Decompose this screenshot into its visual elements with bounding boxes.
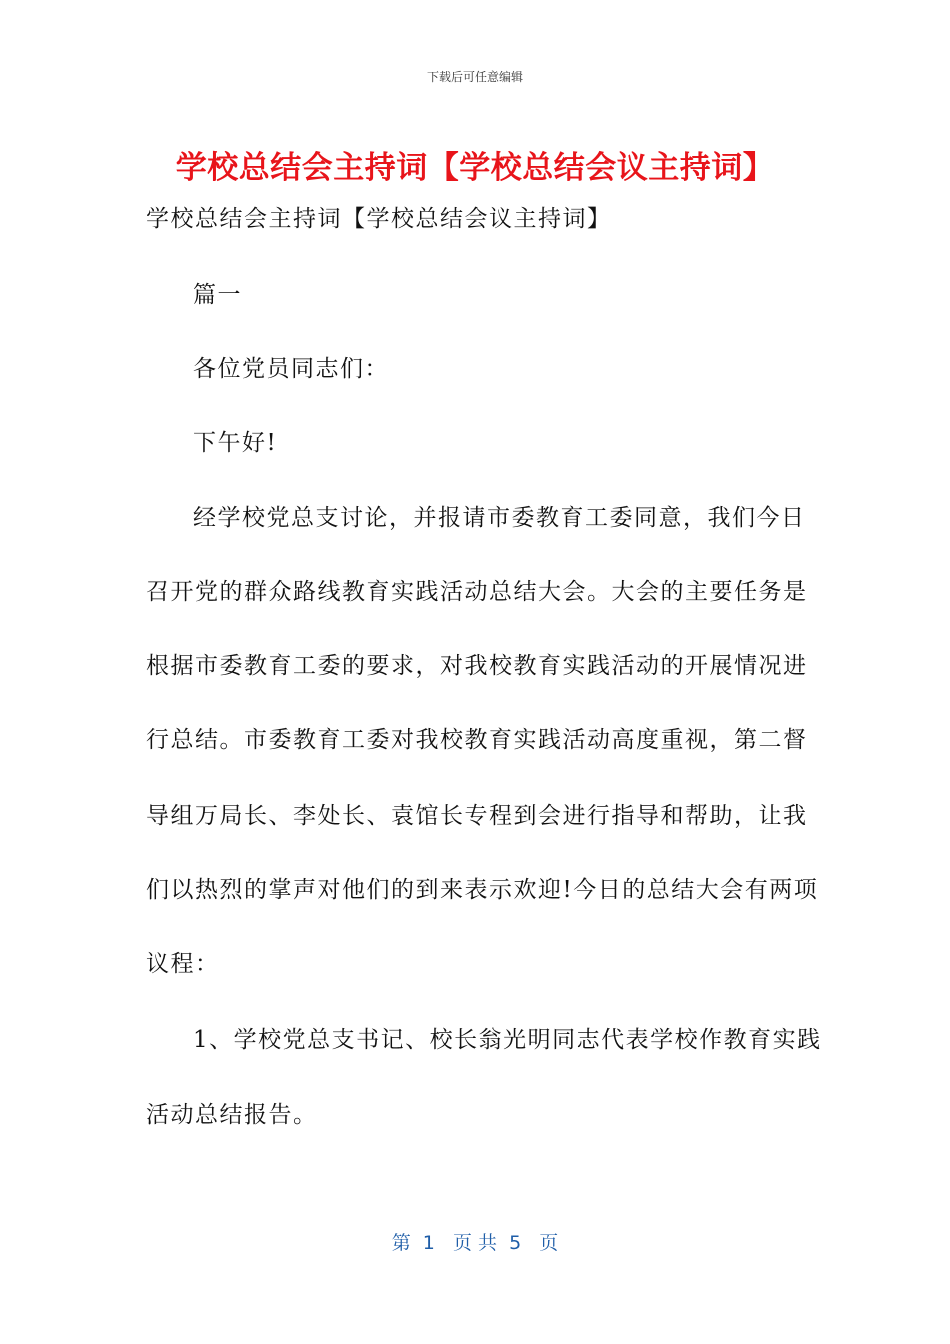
paragraph-line: 导组万局长、李处长、袁馆长专程到会进行指导和帮助，让我 — [146, 803, 808, 829]
paragraph-line: 召开党的群众路线教育实践活动总结大会。大会的主要任务是 — [146, 579, 808, 605]
agenda-item-continued: 活动总结报告。 — [146, 1102, 318, 1128]
agenda-item: 1、学校党总支书记、校长翁光明同志代表学校作教育实践 — [193, 1027, 822, 1053]
paragraph-line: 们以热烈的掌声对他们的到来表示欢迎!今日的总结大会有两项 — [146, 877, 819, 903]
paragraph-line: 根据市委教育工委的要求，对我校教育实践活动的开展情况进 — [146, 653, 808, 679]
header-note: 下载后可任意编辑 — [426, 70, 523, 84]
paragraph-line: 议程： — [146, 951, 220, 977]
page-number-footer: 第 1 页 共 5 页 — [391, 1232, 559, 1254]
section-label: 篇一 — [193, 282, 242, 308]
greeting: 下午好! — [193, 430, 278, 456]
document-title: 学校总结会主持词【学校总结会议主持词】 — [175, 150, 775, 186]
subtitle-line: 学校总结会主持词【学校总结会议主持词】 — [146, 206, 612, 232]
paragraph-line: 行总结。市委教育工委对我校教育实践活动高度重视，第二督 — [146, 727, 808, 753]
salutation: 各位党员同志们： — [193, 356, 389, 382]
paragraph-line: 经学校党总支讨论，并报请市委教育工委同意，我们今日 — [193, 505, 806, 531]
